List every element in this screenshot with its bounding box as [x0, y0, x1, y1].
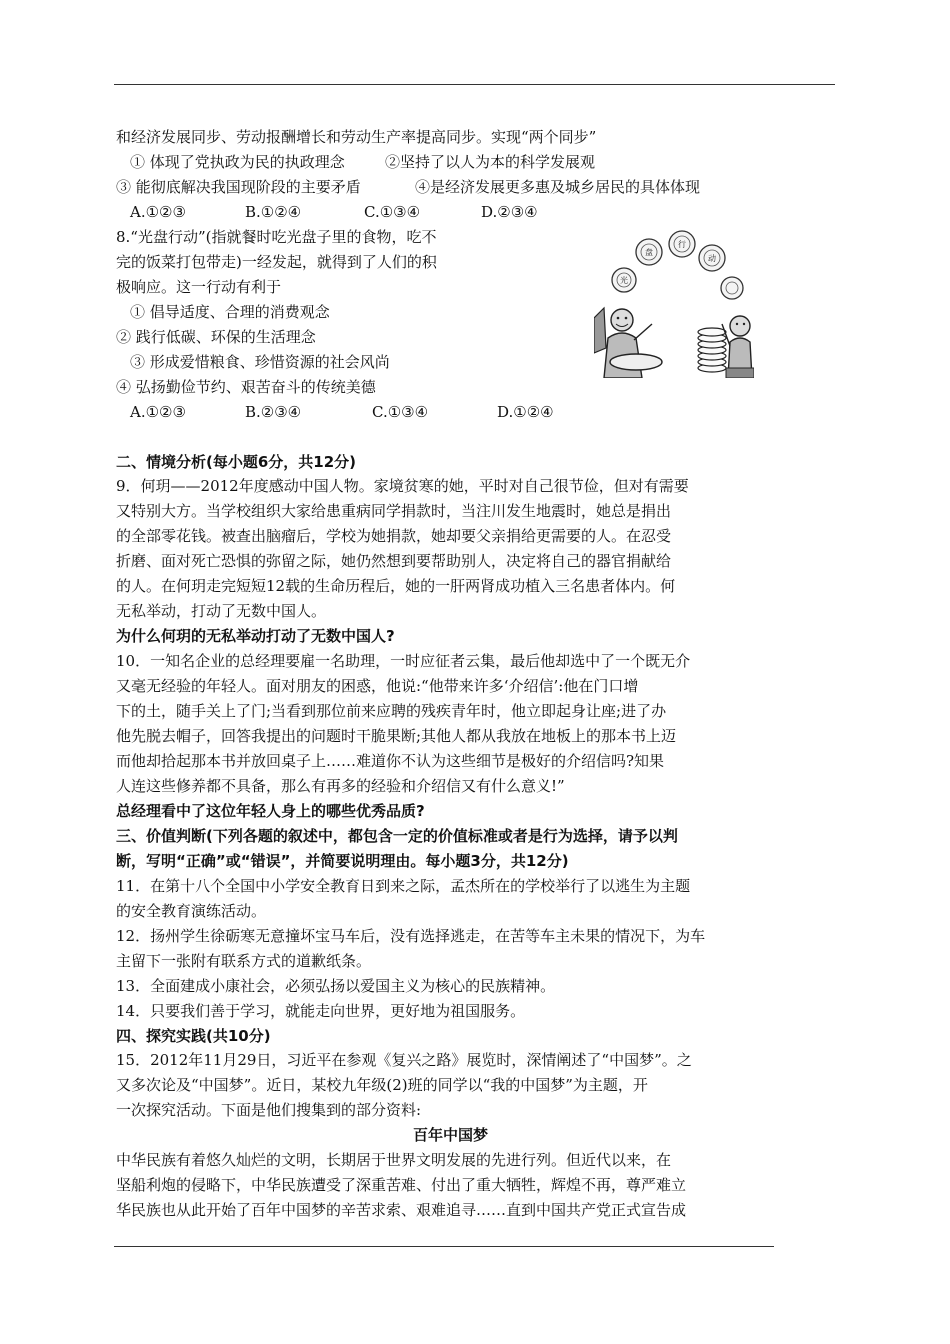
q8-item-1: ① 倡导适度、合理的消费观念 [130, 303, 330, 321]
material-title: 百年中国梦 [413, 1126, 489, 1144]
q10-line-1: 10．一知名企业的总经理要雇一名助理，一时应征者云集，最后他却选中了一个既无介 [116, 652, 691, 670]
q10-line-4: 他先脱去帽子，回答我提出的问题时干脆果断;其他人都从我放在地板上的那本书上迈 [116, 727, 677, 745]
section-2-title: 二、情境分析(每小题6分，共12分) [116, 453, 357, 471]
q15-line-2: 又多次论及“中国梦”。近日，某校九年级(2)班的同学以“我的中国梦”为主题，开 [116, 1076, 648, 1094]
q7-stem-tail: 和经济发展同步、劳动报酬增长和劳动生产率提高同步。实现“两个同步” [116, 128, 597, 146]
q7-option-b: B.①②④ [245, 203, 302, 221]
q10-line-3: 下的土，随手关上了门;当看到那位前来应聘的残疾青年时，他立即起身让座;进了办 [116, 702, 667, 720]
q9-line-3: 的全部零花钱。被查出脑瘤后，学校为她捐款，她却要父亲捐给更需要的人。在忍受 [116, 527, 672, 545]
q9-line-4: 折磨、面对死亡恐惧的弥留之际，她仍然想到要帮助别人，决定将自己的器官捐献给 [116, 552, 672, 570]
q7-item-4: ④是经济发展更多惠及城乡居民的具体体现 [415, 178, 701, 196]
q8-item-2: ② 践行低碳、环保的生活理念 [116, 328, 316, 346]
q10-line-2: 又毫无经验的年轻人。面对朋友的困惑，他说:“他带来许多‘介绍信’:他在门口增 [116, 677, 639, 695]
q10-line-6: 人连这些修养都不具备，那么有再多的经验和介绍信又有什么意义!” [116, 777, 565, 795]
header-rule [114, 84, 835, 85]
q9-line-5: 的人。在何玥走完短短12载的生命历程后，她的一肝两肾成功植入三名患者体内。何 [116, 577, 676, 595]
q8-item-3: ③ 形成爱惜粮食、珍惜资源的社会风尚 [130, 353, 390, 371]
q8-item-4: ④ 弘扬勤俭节约、艰苦奋斗的传统美德 [116, 378, 376, 396]
q8-stem-2: 完的饭菜打包带走)一经发起，就得到了人们的积 [116, 253, 437, 271]
svg-text:动: 动 [708, 254, 716, 263]
q12-line-1: 12．扬州学生徐砺寒无意撞坏宝马车后，没有选择逃走，在苦等车主未果的情况下，为车 [116, 927, 706, 945]
clean-plate-cartoon-illustration [594, 228, 754, 378]
q8-option-b: B.②③④ [245, 403, 302, 421]
material-line-2: 坚船利炮的侵略下，中华民族遭受了深重苦难、付出了重大牺牲，辉煌不再，尊严难立 [116, 1176, 687, 1194]
q9-line-1: 9．何玥——2012年度感动中国人物。家境贫寒的她，平时对自己很节俭，但对有需要 [116, 477, 689, 495]
q7-option-c: C.①③④ [364, 203, 421, 221]
q11-line-2: 的安全教育演练活动。 [116, 902, 267, 920]
material-line-1: 中华民族有着悠久灿烂的文明，长期居于世界文明发展的先进行列。但近代以来，在 [116, 1151, 672, 1169]
q7-item-1: ① 体现了党执政为民的执政理念 [130, 153, 345, 171]
material-line-3: 华民族也从此开始了百年中国梦的辛苦求索、艰难追寻……直到中国共产党正式宣告成 [116, 1201, 687, 1219]
q8-option-a: A.①②③ [130, 403, 186, 421]
svg-text:行: 行 [678, 240, 686, 249]
section-3-title-line-1: 三、价值判断(下列各题的叙述中，都包含一定的价值标准或者是行为选择，请予以判 [116, 827, 678, 845]
q15-line-1: 15．2012年11月29日，习近平在参观《复兴之路》展览时，深情阐述了“中国梦”。之 [116, 1051, 692, 1069]
q7-option-d: D.②③④ [481, 203, 538, 221]
q7-item-2: ②坚持了以人为本的科学发展观 [385, 153, 596, 171]
q9-line-6: 无私举动，打动了无数中国人。 [116, 602, 327, 620]
q13: 13．全面建成小康社会，必须弘扬以爱国主义为核心的民族精神。 [116, 977, 556, 995]
q10-question: 总经理看中了这位年轻人身上的哪些优秀品质? [116, 802, 425, 820]
svg-text:盘: 盘 [645, 248, 653, 257]
q15-line-3: 一次探究活动。下面是他们搜集到的部分资料: [116, 1101, 422, 1119]
q8-stem-1: 8.“光盘行动”(指就餐时吃光盘子里的食物，吃不 [116, 228, 437, 246]
q7-item-3: ③ 能彻底解决我国现阶段的主要矛盾 [116, 178, 361, 196]
q8-option-d: D.①②④ [497, 403, 554, 421]
q10-line-5: 而他却拾起那本书并放回桌子上……难道你不认为这些细节是极好的介绍信吗?知果 [116, 752, 665, 770]
q8-stem-3: 极响应。这一行动有利于 [116, 278, 282, 296]
svg-text:光: 光 [620, 276, 628, 285]
q7-option-a: A.①②③ [130, 203, 186, 221]
q12-line-2: 主留下一张附有联系方式的道歉纸条。 [116, 952, 372, 970]
q8-option-c: C.①③④ [372, 403, 429, 421]
footer-rule [114, 1246, 774, 1247]
q14: 14．只要我们善于学习，就能走向世界，更好地为祖国服务。 [116, 1002, 526, 1020]
q9-question: 为什么何玥的无私举动打动了无数中国人? [116, 627, 395, 645]
q11-line-1: 11．在第十八个全国中小学安全教育日到来之际，孟杰所在的学校举行了以逃生为主题 [116, 877, 691, 895]
section-4-title: 四、探究实践(共10分) [116, 1027, 271, 1045]
section-3-title-line-2: 断，写明“正确”或“错误”，并简要说明理由。每小题3分，共12分) [116, 852, 569, 870]
q9-line-2: 又特别大方。当学校组织大家给患重病同学捐款时，当注川发生地震时，她总是捐出 [116, 502, 672, 520]
